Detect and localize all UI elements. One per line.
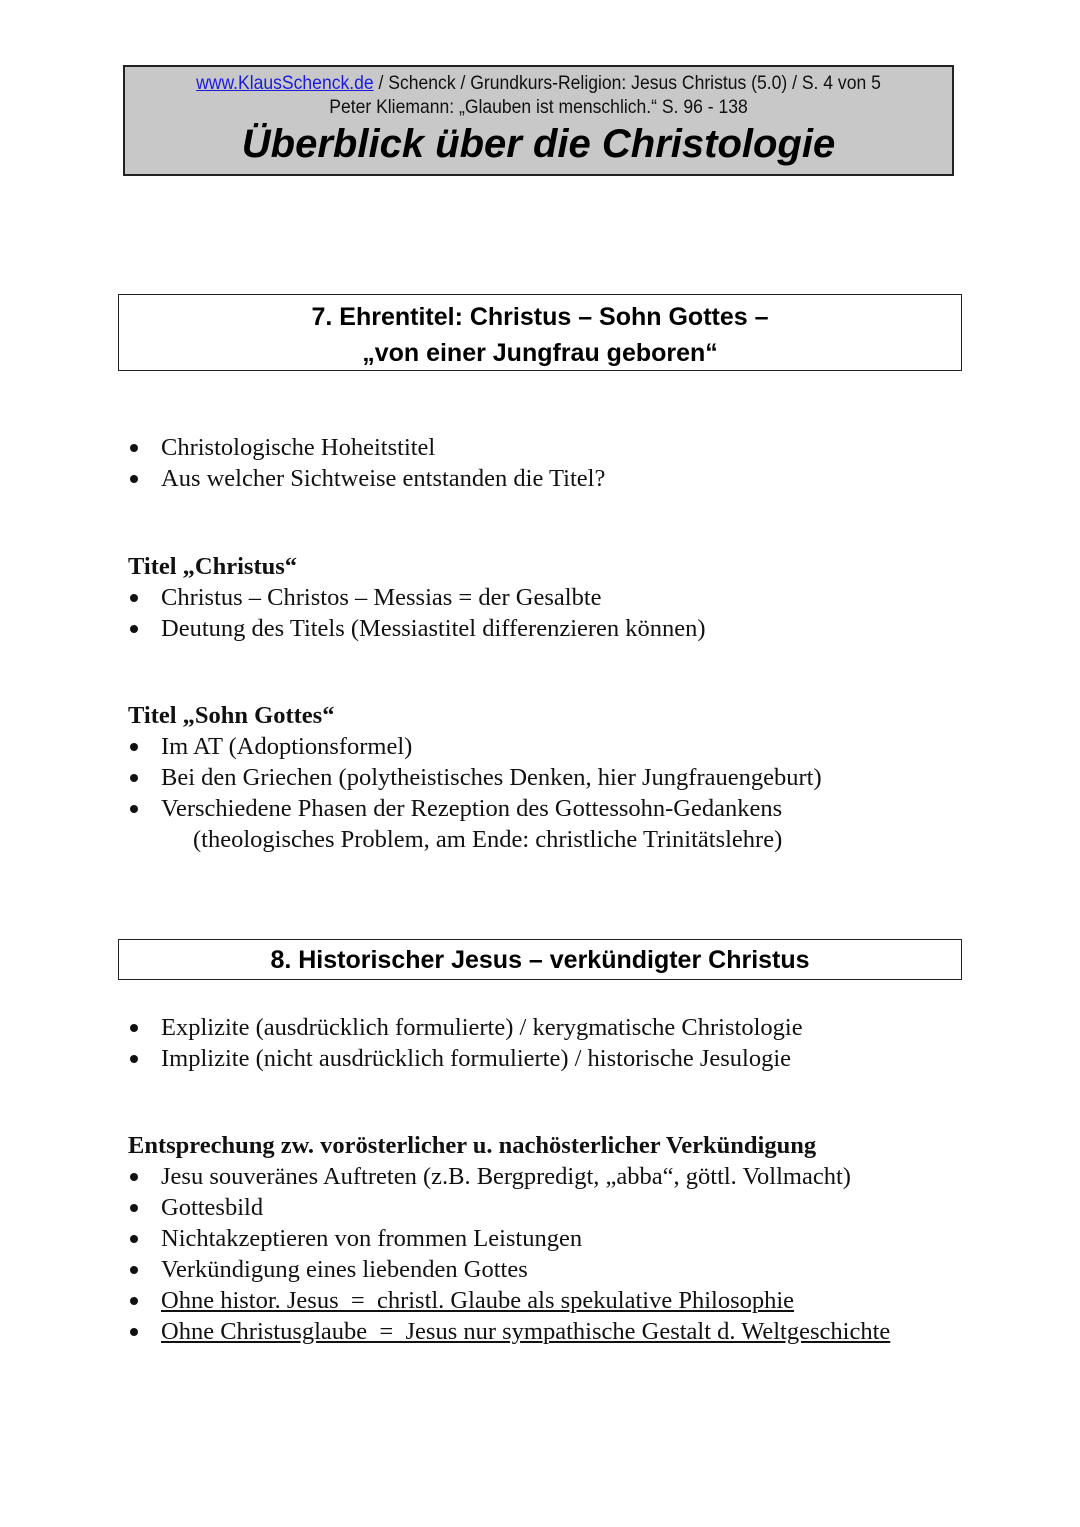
list-item: Bei den Griechen (polytheistisches Denken, hier Jungfrauengeburt) [128, 762, 822, 793]
list-item: Implizite (nicht ausdrücklich formulierte) / historische Jesulogie [128, 1043, 803, 1074]
list-item [128, 1316, 890, 1347]
section-7-heading [118, 294, 962, 371]
sohn-gottes-block [128, 700, 822, 855]
website-link[interactable]: www.KlausSchenck.de [196, 72, 374, 94]
entsprechung-block [128, 1130, 890, 1347]
list-item: Aus welcher Sichtweise entstanden die Titel? [128, 463, 605, 494]
section-7-title-line2: „von einer Jungfrau geboren“ [362, 339, 718, 367]
list-item: Deutung des Titels (Messiastitel differenzieren können) [128, 613, 706, 644]
underlined-statement: Ohne Christusglaube = Jesus nur sympathische Gestalt d. Weltgeschichte [161, 1318, 891, 1345]
list-item: Explizite (ausdrücklich formulierte) / kerygmatische Christologie [128, 1012, 803, 1043]
christus-block [128, 551, 706, 644]
list-item: Im AT (Adoptionsformel) [128, 731, 822, 762]
section-7-title-line1: 7. Ehrentitel: Christus – Sohn Gottes – [311, 303, 769, 331]
section-8-intro [128, 1012, 803, 1074]
header-source-line [166, 71, 910, 95]
list-item-continuation: (theologisches Problem, am Ende: christliche Trinitätslehre) [193, 826, 783, 853]
entsprechung-heading: Entsprechung zw. vorösterlicher u. nachösterlicher Verkündigung [128, 1132, 817, 1159]
section-7-intro [128, 432, 605, 494]
list-item: Christologische Hoheitstitel [128, 432, 605, 463]
list-item: Jesu souveränes Auftreten (z.B. Bergpredigt, „abba“, göttl. Vollmacht) [128, 1161, 890, 1192]
underlined-statement: Ohne histor. Jesus = christl. Glaube als spekulative Philosophie [161, 1287, 795, 1314]
christus-heading: Titel „Christus“ [128, 553, 298, 580]
list-item: Christus – Christos – Messias = der Gesalbte [128, 582, 706, 613]
list-item: Gottesbild [128, 1192, 890, 1223]
list-item: Nichtakzeptieren von frommen Leistungen [128, 1223, 890, 1254]
list-item: Verschiedene Phasen der Rezeption des Gottessohn-Gedankens [128, 793, 822, 824]
sohn-gottes-heading: Titel „Sohn Gottes“ [128, 702, 335, 729]
header-source-text: / Schenck / Grundkurs-Religion: Jesus Christus (5.0) / S. 4 von 5 [373, 72, 881, 94]
section-8-heading: 8. Historischer Jesus – verkündigter Christus [118, 939, 962, 980]
document-header [123, 65, 954, 176]
page-title: Überblick über die Christologie [241, 122, 836, 166]
list-item: Verkündigung eines liebenden Gottes [128, 1254, 890, 1285]
header-reference-line: Peter Kliemann: „Glauben ist menschlich.“ S. 96 - 138 [329, 96, 748, 118]
list-item [128, 1285, 890, 1316]
